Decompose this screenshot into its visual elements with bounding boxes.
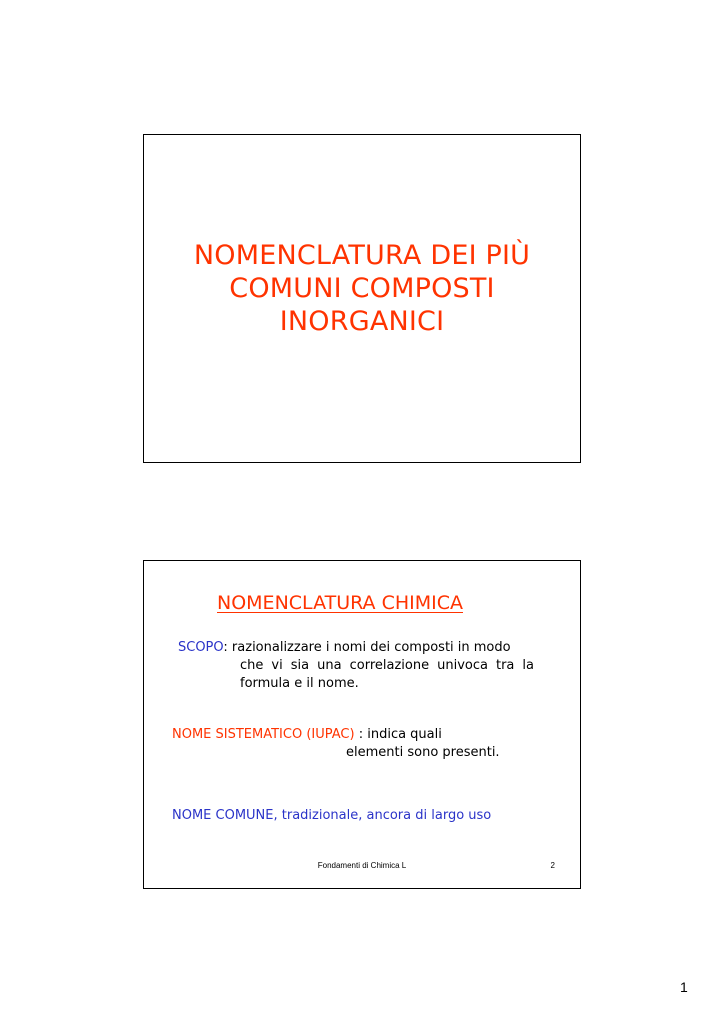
scopo-text-1: razionalizzare i nomi dei composti in modo	[227, 640, 511, 655]
scopo-line-2: che vi sia una correlazione univoca tra la	[240, 658, 534, 673]
slide-footer-text: Fondamenti di Chimica L	[317, 861, 407, 870]
sistematico-line-1	[172, 726, 442, 744]
page-number: 1	[680, 979, 688, 995]
slide-1	[143, 134, 581, 463]
scopo-label: SCOPO	[178, 640, 224, 655]
scopo-line-1	[178, 639, 511, 657]
sistematico-label: NOME SISTEMATICO (IUPAC)	[172, 727, 355, 742]
slide-1-title-line-1: NOMENCLATURA DEI PIÙ	[193, 240, 531, 271]
sistematico-line-2: elementi sono presenti.	[346, 745, 500, 760]
slide-1-title-line-2: COMUNI COMPOSTI	[229, 273, 495, 304]
slide-2-title: NOMENCLATURA CHIMICA	[217, 592, 463, 614]
slide-1-title-line-3: INORGANICI	[279, 306, 445, 337]
slide-2	[143, 560, 581, 889]
scopo-line-3: formula e il nome.	[240, 676, 359, 691]
slide-footer-number: 2	[550, 861, 555, 870]
scopo-colon: :	[223, 640, 228, 655]
nome-comune-line: NOME COMUNE, tradizionale, ancora di largo uso	[172, 808, 492, 823]
slide-1-title	[144, 239, 580, 338]
sistematico-text-1: : indica quali	[354, 727, 442, 742]
